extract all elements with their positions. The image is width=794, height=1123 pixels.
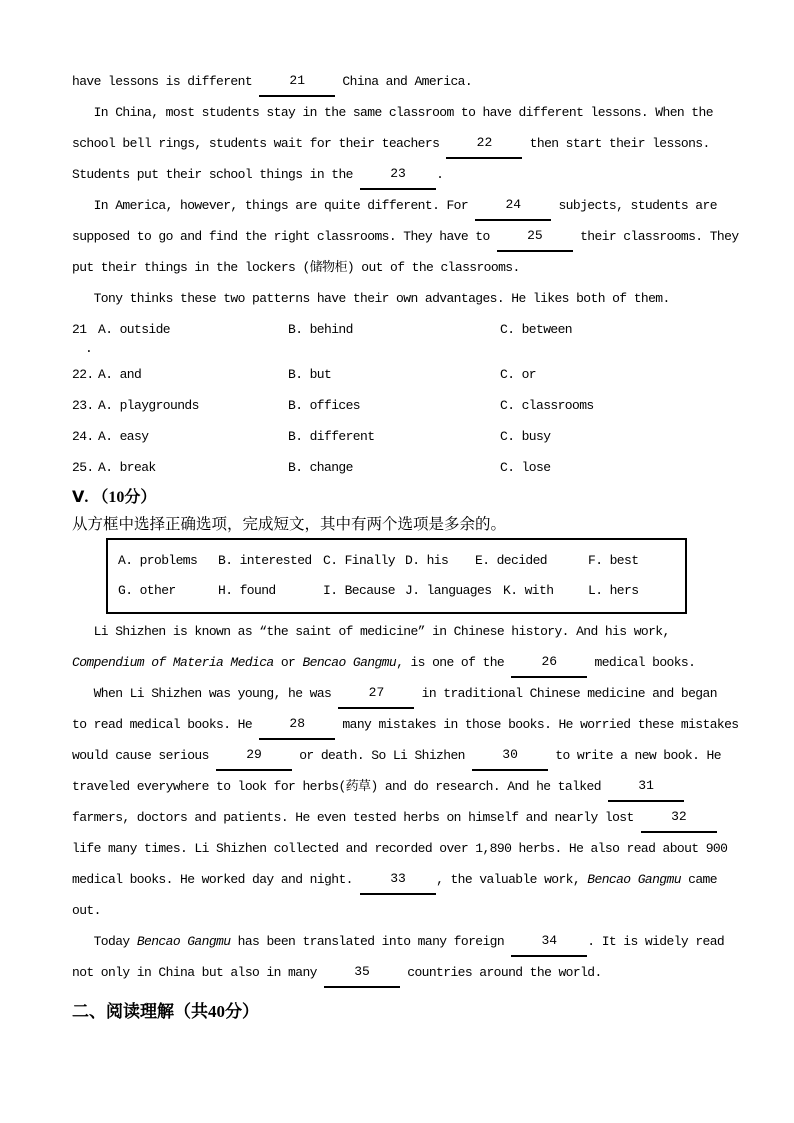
text-run: countries around the world. [400,965,602,980]
passage-line [72,709,739,740]
word-bank-item: B. interested [218,553,312,568]
italic-title: Bencao Gangmu [136,934,231,949]
text-run: life many times. Li Shizhen collected and recorded over 1,890 herbs. He also read about 900 [72,841,728,856]
word-bank-item: I. Because [323,583,396,598]
text-run: in traditional Chinese medicine and began [414,686,717,701]
passage-line [72,678,732,709]
word-bank-item: D. his [405,553,449,568]
question-number: 22. [72,367,94,382]
cloze-blank-22: 22 [446,128,522,159]
reading-section-heading: 二、阅读理解（共40分） [72,1002,259,1021]
text-run: traveled everywhere to look for herbs(药草) and do research. And he talked [72,779,609,794]
option-b: B. different [288,429,375,444]
option-c: C. between [500,322,573,337]
question-number: 24. [72,429,94,444]
text-run: Tony thinks these two patterns have their own advantages. He likes both of them. [72,291,670,306]
italic-title: Bencao Gangmu [302,655,397,670]
passage-line [72,128,732,159]
word-bank-row [118,576,685,606]
question-number: 21 [72,322,87,337]
text-run: then start their lessons. [522,136,710,151]
option-c: C. lose [500,460,551,475]
option-c: C. classrooms [500,398,594,413]
option-a: A. break [98,460,156,475]
option-cell-a [72,452,288,483]
option-a: A. playgrounds [98,398,199,413]
option-row-21 [72,314,732,345]
passage-line [72,616,732,647]
passage-line [72,252,732,283]
cloze-blank-23: 23 [360,159,436,190]
text-run: or [273,655,303,670]
option-c: C. or [500,367,537,382]
cloze-blank-32: 32 [641,802,717,833]
text-run: farmers, doctors and patients. He even tested herbs on himself and nearly lost [72,810,641,825]
text-run: many mistakes in those books. He worried these mistakes [335,717,739,732]
option-row-22 [72,359,732,390]
passage-line [72,926,732,957]
text-run: would cause serious [72,748,217,763]
passage-line [72,221,739,252]
option-cell-a [72,359,288,390]
cloze-options [72,314,732,483]
text-run: . It is widely read [587,934,725,949]
word-bank-item: E. decided [475,553,548,568]
cloze-blank-34: 34 [511,926,587,957]
text-run: school bell rings, students wait for their teachers [72,136,447,151]
text-run: medical books. He worked day and night. [72,872,361,887]
text-run: When Li Shizhen was young, he was [72,686,339,701]
passage-line [72,647,732,678]
word-bank-item: G. other [118,583,176,598]
cloze-blank-25: 25 [497,221,573,252]
text-run: put their things in the lockers (储物柜) out of the classrooms. [72,260,520,275]
text-run: medical books. [587,655,696,670]
word-bank-box [106,538,687,614]
cloze-blank-26: 26 [511,647,587,678]
text-run: out. [72,903,101,918]
word-bank-item: F. best [588,553,639,568]
text-run: Today [72,934,137,949]
passage-line [72,740,732,771]
option-row-23 [72,390,732,421]
word-bank-row [118,546,685,576]
word-bank-item: J. languages [405,583,492,598]
cloze-blank-30: 30 [472,740,548,771]
cloze-passage [72,66,739,314]
text-run: Students put their school things in the [72,167,361,182]
word-bank-item: L. hers [588,583,639,598]
passage-line [72,957,732,988]
text-run: In China, most students stay in the same classroom to have different lessons. When the [72,105,713,120]
option-cell-a [72,390,288,421]
option-a: A. outside [98,322,171,337]
passage-line [72,283,732,314]
passage-line [72,190,732,221]
option-a: A. and [98,367,142,382]
passage-line [72,864,732,895]
question-number: 23. [72,398,94,413]
option-a: A. easy [98,429,149,444]
section-v-heading: Ⅴ. （10分） [72,489,157,506]
word-bank-item: H. found [218,583,276,598]
word-bank-item: C. Finally [323,553,396,568]
text-run: China and America. [335,74,473,89]
option-cell-a [72,314,288,345]
text-run: have lessons is different [72,74,260,89]
text-run: , the valuable work, [436,872,588,887]
text-run: Li Shizhen is known as “the saint of medicine” in Chinese history. And his work, [72,624,670,639]
text-run: . [436,167,444,182]
text-run: , is one of the [396,655,512,670]
text-run: subjects, students are [551,198,717,213]
passage-line [72,802,732,833]
passage-line [72,771,732,802]
word-bank-item: K. with [503,583,554,598]
passage-line [72,895,732,926]
text-run: not only in China but also in many [72,965,325,980]
wrapped-period: . [85,341,93,356]
passage-line [72,833,732,864]
option-b: B. behind [288,322,353,337]
page-content [72,66,739,1027]
cloze-blank-27: 27 [338,678,414,709]
option-c: C. busy [500,429,551,444]
text-run: supposed to go and find the right classrooms. They have to [72,229,497,244]
text-run: their classrooms. They [572,229,739,244]
section-v-instruction: 从方框中选择正确选项，完成短文，其中有两个选项是多余的。 [72,516,507,533]
text-run: came [680,872,717,887]
cloze-blank-31: 31 [608,771,684,802]
text-run: In America, however, things are quite different. For [72,198,476,213]
option-cell-a [72,421,288,452]
option-b: B. change [288,460,353,475]
cloze-blank-33: 33 [360,864,436,895]
word-bank-item: A. problems [118,553,198,568]
text-run: to read medical books. He [72,717,260,732]
cloze-blank-35: 35 [324,957,400,988]
question-number: 25. [72,460,94,475]
passage-line [72,159,732,190]
cloze-blank-28: 28 [259,709,335,740]
text-run: or death. So Li Shizhen [292,748,473,763]
italic-title: Compendium of Materia Medica [72,655,274,670]
option-row-24 [72,421,732,452]
option-b: B. offices [288,398,361,413]
italic-title: Bencao Gangmu [587,872,681,887]
word-bank-passage [72,616,739,988]
cloze-blank-29: 29 [216,740,292,771]
option-row-25 [72,452,732,483]
text-run: has been translated into many foreign [230,934,512,949]
option-b: B. but [288,367,332,382]
text-run: to write a new book. He [548,748,721,763]
passage-line [72,66,732,97]
cloze-blank-21: 21 [259,66,335,97]
cloze-blank-24: 24 [475,190,551,221]
passage-line [72,97,732,128]
